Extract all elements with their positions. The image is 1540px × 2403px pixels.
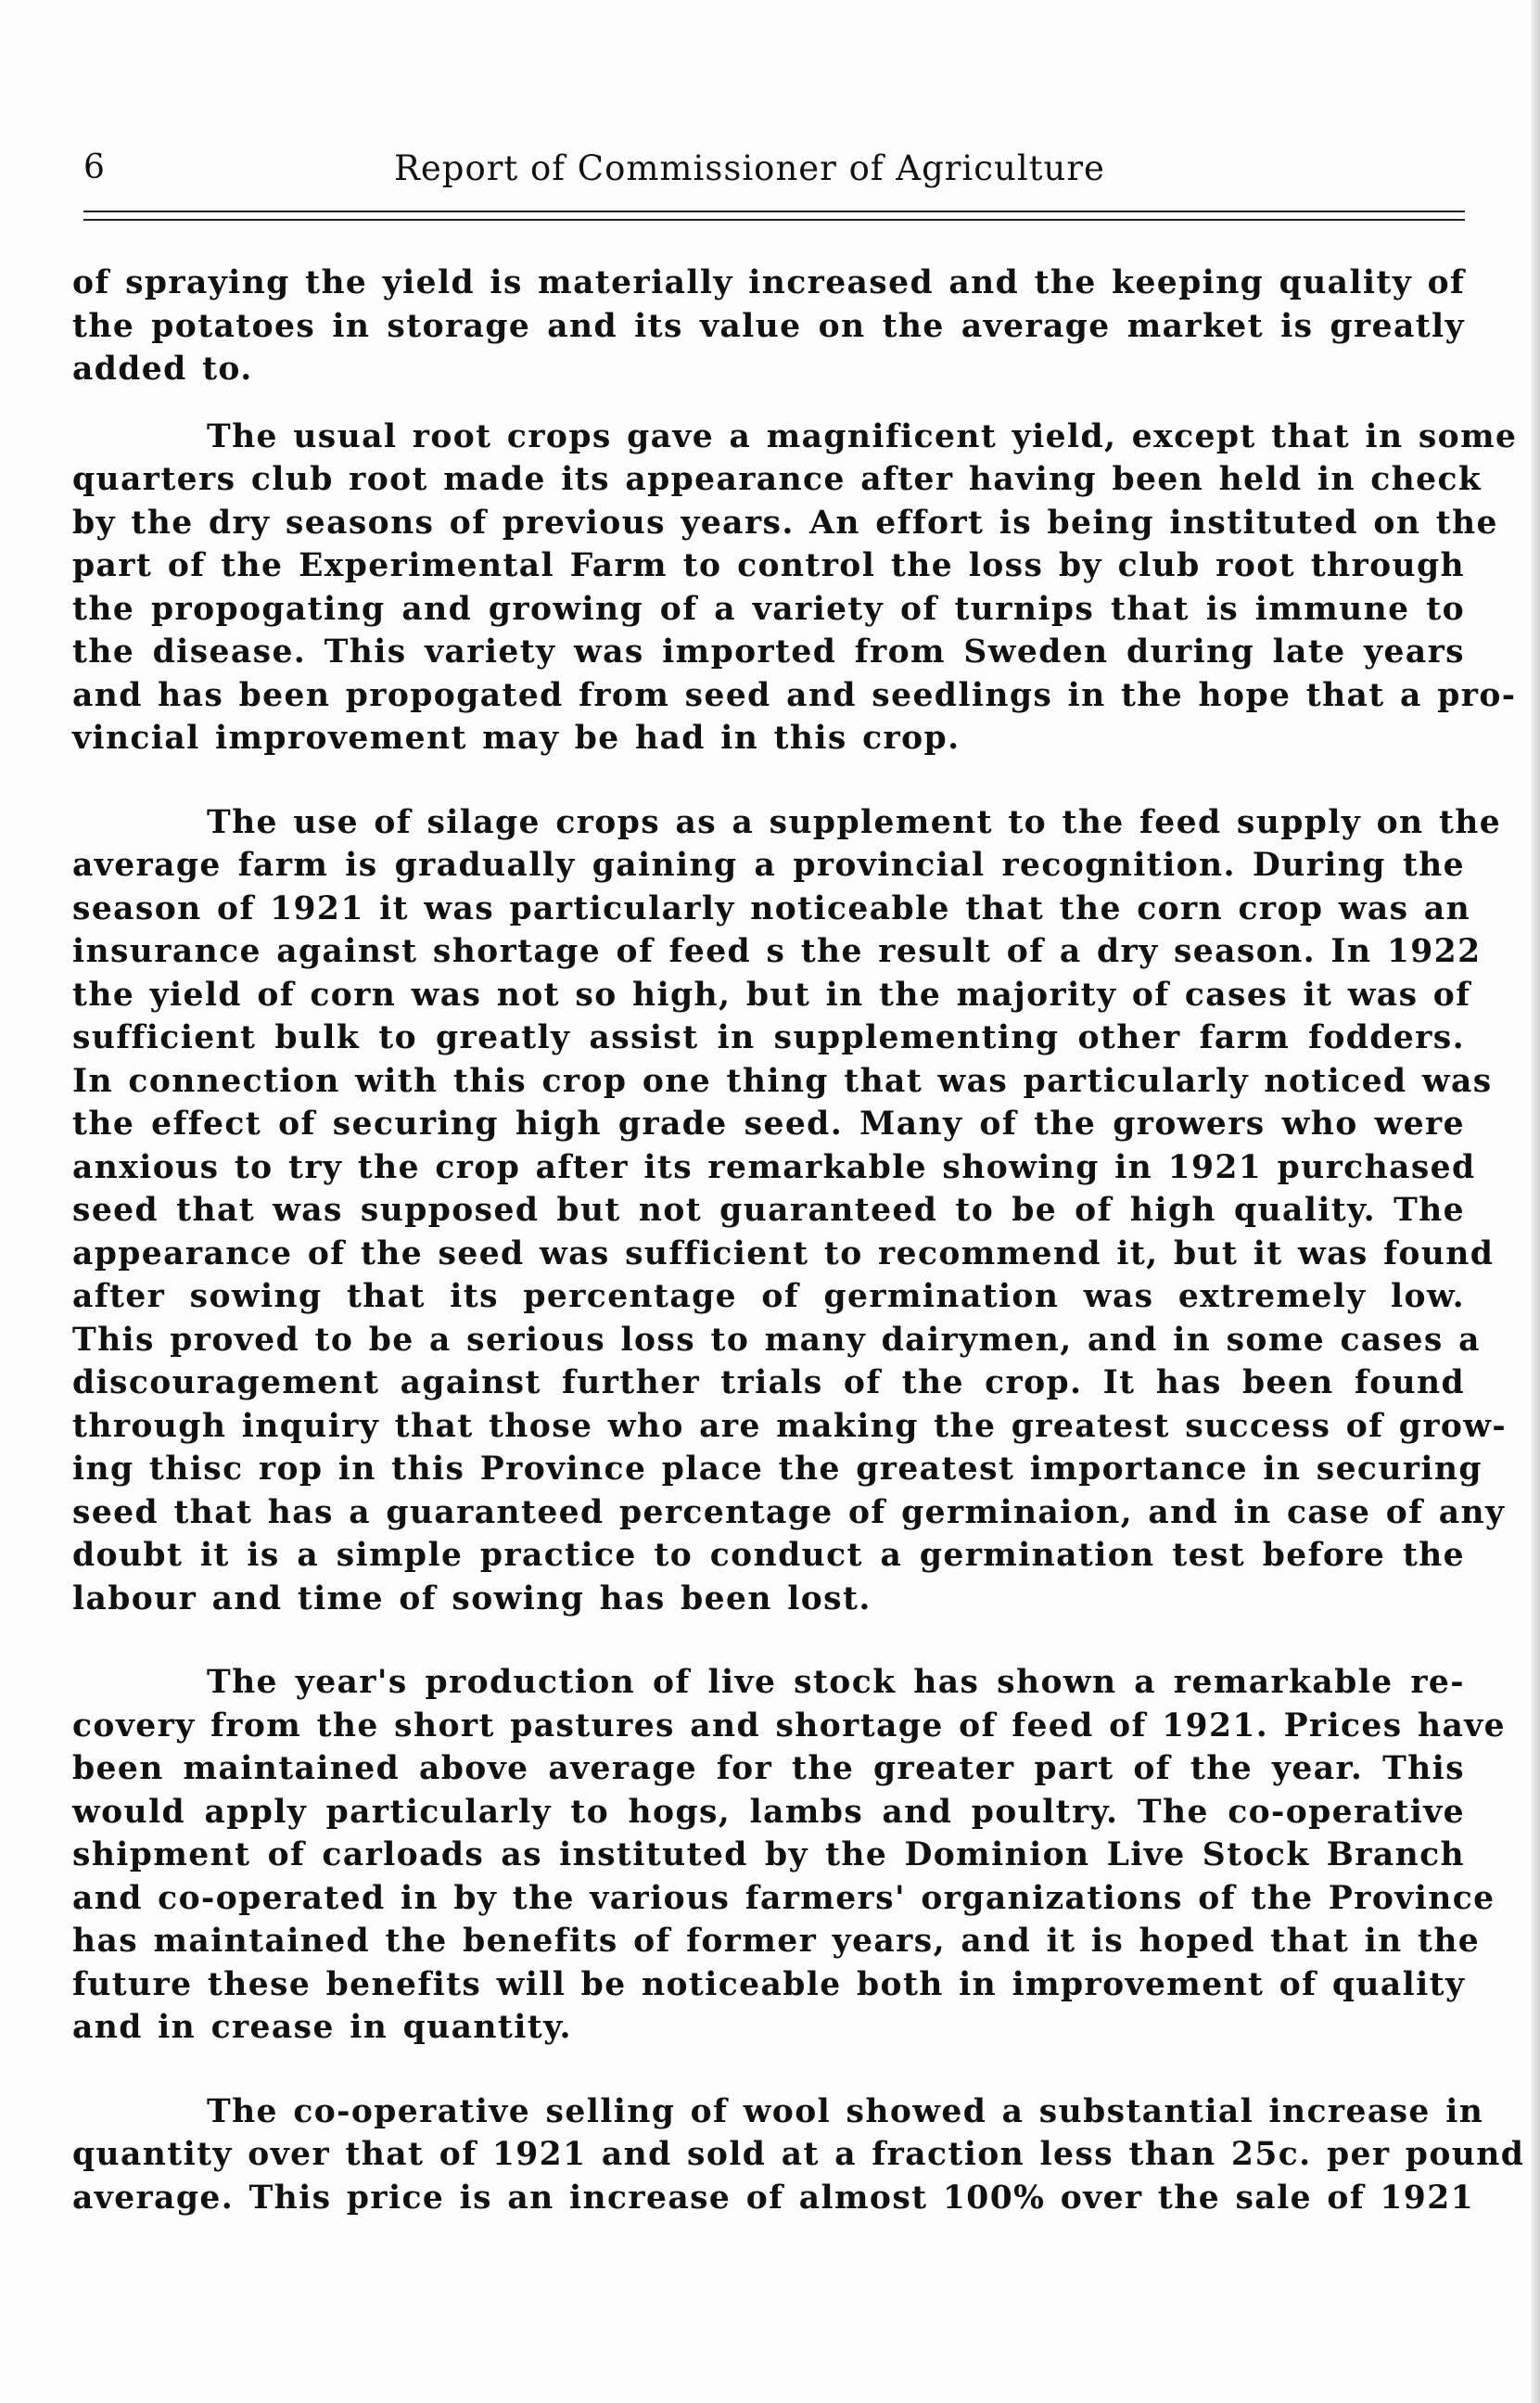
- text-line: has maintained the benefits of former years, and it is hoped that in the: [72, 1923, 1481, 1960]
- text-line: would apply particularly to hogs, lambs and poultry. The co-operative: [72, 1793, 1465, 1831]
- text-line: quantity over that of 1921 and sold at a fraction less than 25c. per pound: [72, 2136, 1525, 2173]
- text-line: seed that was supposed but not guaranteed to be of high quality. The: [72, 1192, 1465, 1229]
- text-line: part of the Experimental Farm to control the loss by club root through: [72, 547, 1465, 584]
- text-line: discouragement against further trials of the crop. It has been found: [72, 1364, 1465, 1401]
- text-line: The year's production of live stock has shown a remarkable re-: [207, 1664, 1465, 1701]
- paragraph-silage-crops: [72, 801, 1508, 1621]
- text-line: the yield of corn was not so high, but in the majority of cases it was of: [72, 976, 1471, 1014]
- text-line: through inquiry that those who are making the greatest success of grow-: [72, 1407, 1508, 1445]
- header-rule-top: [83, 211, 1465, 212]
- text-line: labour and time of sowing has been lost.: [72, 1579, 872, 1617]
- text-line: future these benefits will be noticeable both in improvement of quality: [72, 1965, 1466, 2003]
- text-line: quarters club root made its appearance after having been held in check: [72, 461, 1483, 498]
- text-line: The co-operative selling of wool showed a substantial increase in: [207, 2092, 1484, 2130]
- text-line: the effect of securing high grade seed. Many of the growers who were: [72, 1106, 1465, 1143]
- body-text: [72, 262, 1525, 2219]
- text-line: insurance against shortage of feed s the result of a dry season. In 1922: [72, 933, 1482, 970]
- text-line: shipment of carloads as instituted by the Dominion Live Stock Branch: [72, 1836, 1465, 1873]
- text-line: sufficient bulk to greatly assist in supplementing other farm fodders.: [72, 1019, 1465, 1056]
- text-line: seed that has a guaranteed percentage of germinaion, and in case of any: [72, 1493, 1506, 1531]
- text-line: the disease. This variety was imported from Sweden during late years: [72, 633, 1465, 671]
- text-line: anxious to try the crop after its remarkable showing in 1921 purchased: [72, 1148, 1476, 1186]
- text-line: of spraying the yield is materially increased and the keeping quality of: [72, 264, 1466, 301]
- text-line: added to.: [72, 351, 253, 388]
- text-line: the potatoes in storage and its value on the average market is greatly: [72, 307, 1465, 345]
- text-line: average. This price is an increase of almost 100% over the sale of 1921: [72, 2179, 1475, 2217]
- text-line: This proved to be a serious loss to many dairymen, and in some cases a: [72, 1321, 1481, 1359]
- page-number: 6: [83, 148, 106, 186]
- running-title: Report of Commissioner of Agriculture: [394, 148, 1105, 188]
- text-line: the propogating and growing of a variety of turnips that is immune to: [72, 590, 1465, 628]
- text-line: appearance of the seed was sufficient to recommend it, but it was found: [72, 1234, 1495, 1272]
- text-line: covery from the short pastures and shortage of feed of 1921. Prices have: [72, 1706, 1507, 1745]
- text-line: and in crease in quantity.: [72, 2009, 572, 2046]
- paragraph-wool: [72, 2090, 1525, 2220]
- header-rule-bottom: [83, 219, 1465, 221]
- text-line: after sowing that its percentage of germination was extremely low.: [72, 1278, 1465, 1315]
- paragraph-spraying: [72, 262, 1465, 391]
- paragraph-root-crops: [72, 415, 1518, 761]
- page-edge-shadow: [1531, 0, 1540, 2403]
- text-line: In connection with this crop one thing that was particularly noticed was: [72, 1062, 1493, 1100]
- page-header: [83, 139, 1465, 195]
- text-line: been maintained above average for the greater part of the year. This: [72, 1750, 1465, 1787]
- text-line: season of 1921 it was particularly noticeable that the corn crop was an: [72, 889, 1471, 927]
- text-line: ing thisc rop in this Province place the greatest importance in securing: [72, 1451, 1483, 1488]
- text-line: average farm is gradually gaining a provincial recognition. During the: [72, 847, 1465, 884]
- text-line: vincial improvement may be had in this crop.: [72, 720, 961, 757]
- text-line: and co-operated in by the various farmers' organizations of the Province: [72, 1879, 1495, 1917]
- text-line: The use of silage crops as a supplement to the feed supply on the: [207, 803, 1502, 841]
- paragraph-live-stock: [72, 1661, 1507, 2050]
- text-line: doubt it is a simple practice to conduct a germination test before the: [72, 1537, 1465, 1574]
- text-line: and has been propogated from seed and seedlings in the hope that a pro-: [72, 676, 1517, 714]
- text-line: The usual root crops gave a magnificent yield, except that in some: [207, 417, 1518, 455]
- text-line: by the dry seasons of previous years. An effort is being instituted on the: [72, 504, 1498, 542]
